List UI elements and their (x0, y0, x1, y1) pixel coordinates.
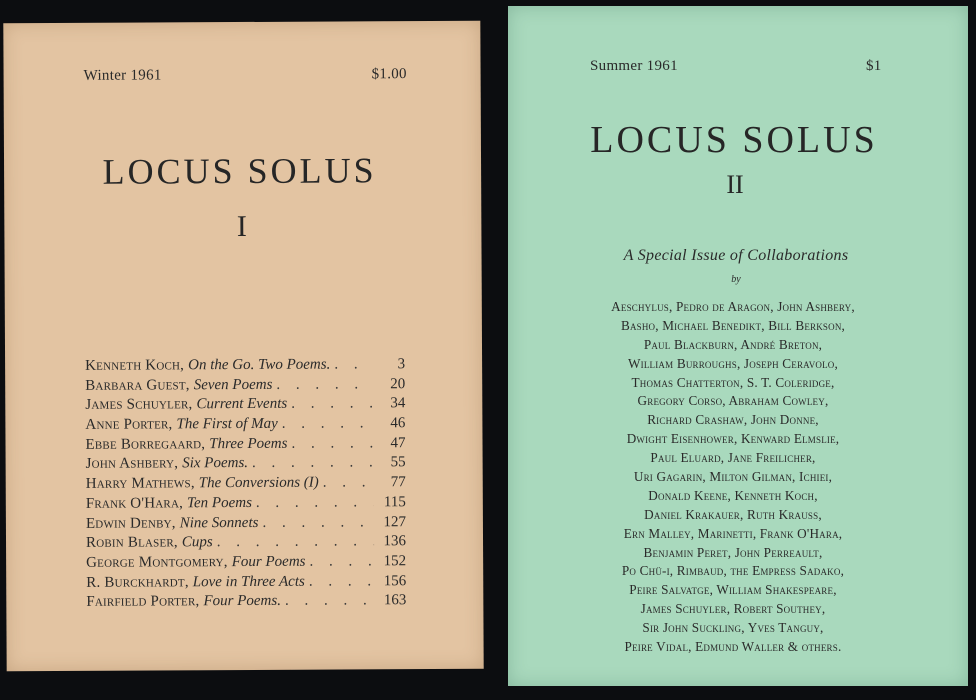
issue-subtitle: A Special Issue of Collaborations (623, 247, 849, 264)
toc-title: The Conversions (I) (198, 474, 319, 492)
contributor-line: Basho, Michael Benedikt, Bill Berkson, (620, 317, 846, 333)
issue-season: Winter 1961 (83, 67, 162, 84)
toc-title: Three Poems (209, 435, 288, 452)
toc-title: Four Poems. (203, 593, 281, 610)
toc-title: The First of May (176, 415, 278, 433)
toc-author: George Montgomery, (86, 553, 228, 571)
toc-title: Seven Poems (193, 376, 273, 393)
toc-leader (291, 435, 373, 452)
toc-entry (86, 494, 406, 515)
contributor-line: Aeschylus, Pedro de Aragon, John Ashbery, (611, 299, 855, 314)
toc-entry (86, 553, 406, 574)
magazine-title: LOCUS SOLUS (102, 150, 377, 192)
toc-author: Edwin Denby, (85, 514, 176, 532)
toc-author: James Schuyler, (85, 396, 193, 414)
contributor-line: Paul Eluard, Jane Freilicher, (650, 450, 816, 466)
toc-leader (291, 396, 373, 413)
toc-page-number: 156 (383, 572, 407, 589)
toc-title: Nine Sonnets (179, 514, 259, 531)
toc-leader (334, 356, 373, 373)
contributor-line: Po Chü-i, Rimbaud, the Empress Sadako, (621, 563, 845, 579)
issue-season: Summer 1961 (590, 58, 678, 74)
toc-leader (262, 514, 374, 532)
contributor-line: Sir John Suckling, Yves Tanguy, (642, 620, 824, 636)
toc-page-number: 55 (390, 454, 406, 471)
toc-entry (86, 573, 406, 594)
toc-entry (86, 533, 406, 554)
locus-solus-i-cover (3, 21, 483, 671)
contributor-line: Uri Gagarin, Milton Gilman, Ichiei, (633, 469, 833, 485)
toc-page-number: 20 (390, 375, 406, 392)
contributor-line: Donald Keene, Kenneth Koch, (648, 487, 818, 503)
toc-entry (85, 356, 405, 377)
toc-entry (86, 592, 406, 613)
toc-page-number: 34 (390, 395, 406, 412)
contributor-line: Peire Vidal, Edmund Waller & others. (624, 639, 842, 655)
toc-title: Cups (181, 534, 213, 551)
toc-leader (323, 474, 374, 491)
contributor-line: Paul Blackburn, André Breton, (643, 336, 823, 352)
toc-leader (252, 455, 374, 473)
toc-title: Ten Poems (186, 494, 252, 512)
by-label: by (731, 274, 741, 285)
magazine-title: LOCUS SOLUS (590, 119, 878, 161)
toc-entry (86, 514, 406, 535)
toc-entry (85, 396, 405, 417)
toc-page-number: 115 (383, 493, 406, 511)
toc-title: Six Poems. (182, 455, 249, 472)
toc-entry (86, 455, 406, 476)
toc-entry (85, 435, 405, 456)
toc-author: John Ashbery, (85, 455, 179, 473)
toc-leader (256, 494, 374, 512)
toc-leader (309, 553, 374, 570)
contributor-line: Daniel Krakauer, Ruth Krauss, (644, 506, 822, 522)
contributor-line: James Schuyler, Robert Southey, (640, 601, 826, 617)
contributor-line: Peire Salvatge, William Shakespeare, (629, 582, 837, 598)
toc-leader (285, 593, 374, 610)
toc-leader (217, 534, 374, 552)
toc-author: Frank O'Hara, (85, 495, 184, 512)
issue-price: $1.00 (371, 66, 407, 83)
toc-title: On the Go. Two Poems. (188, 356, 331, 374)
contributor-list (568, 298, 898, 657)
toc-page-number: 47 (390, 434, 406, 451)
toc-entry (86, 474, 406, 495)
issue-price: $1 (866, 58, 882, 74)
locus-solus-ii-cover (508, 6, 968, 686)
toc-page-number: 46 (390, 415, 406, 432)
toc-leader (282, 415, 374, 432)
contributor-line: Richard Crashaw, John Donne, (647, 412, 819, 428)
toc-author: Robin Blaser, (85, 534, 178, 552)
toc-leader (276, 376, 373, 394)
toc-entry (85, 415, 405, 436)
contributor-line: Benjamin Peret, John Perreault, (643, 544, 823, 560)
toc-title: Current Events (196, 396, 288, 413)
volume-number: I (236, 209, 247, 244)
toc-title: Four Poems (231, 553, 306, 570)
toc-author: R. Burckhardt, (86, 573, 189, 591)
toc-page-number: 127 (383, 513, 406, 530)
toc-author: Harry Mathews, (85, 475, 195, 492)
toc-author: Kenneth Koch, (85, 357, 185, 374)
toc-page-number: 3 (397, 356, 406, 373)
toc-page-number: 136 (383, 533, 407, 550)
toc-author: Fairfield Porter, (86, 593, 200, 611)
toc-page-number: 77 (390, 474, 406, 491)
contributor-line: Gregory Corso, Abraham Cowley, (637, 393, 829, 409)
contributor-line: Thomas Chatterton, S. T. Coleridge, (631, 374, 835, 390)
toc-page-number: 163 (383, 592, 407, 609)
toc-author: Ebbe Borregaard, (85, 435, 206, 453)
toc-author: Barbara Guest, (85, 376, 190, 394)
toc-leader (309, 573, 374, 590)
table-of-contents (85, 356, 406, 614)
contributor-line: Dwight Eisenhower, Kenward Elmslie, (626, 431, 840, 447)
contributor-line: Ern Malley, Marinetti, Frank O'Hara, (623, 525, 843, 541)
volume-number: II (726, 170, 744, 199)
toc-author: Anne Porter, (85, 416, 173, 433)
toc-page-number: 152 (383, 553, 407, 570)
toc-entry (85, 376, 405, 397)
contributor-line: William Burroughs, Joseph Ceravolo, (628, 355, 838, 371)
toc-title: Love in Three Acts (192, 573, 305, 590)
